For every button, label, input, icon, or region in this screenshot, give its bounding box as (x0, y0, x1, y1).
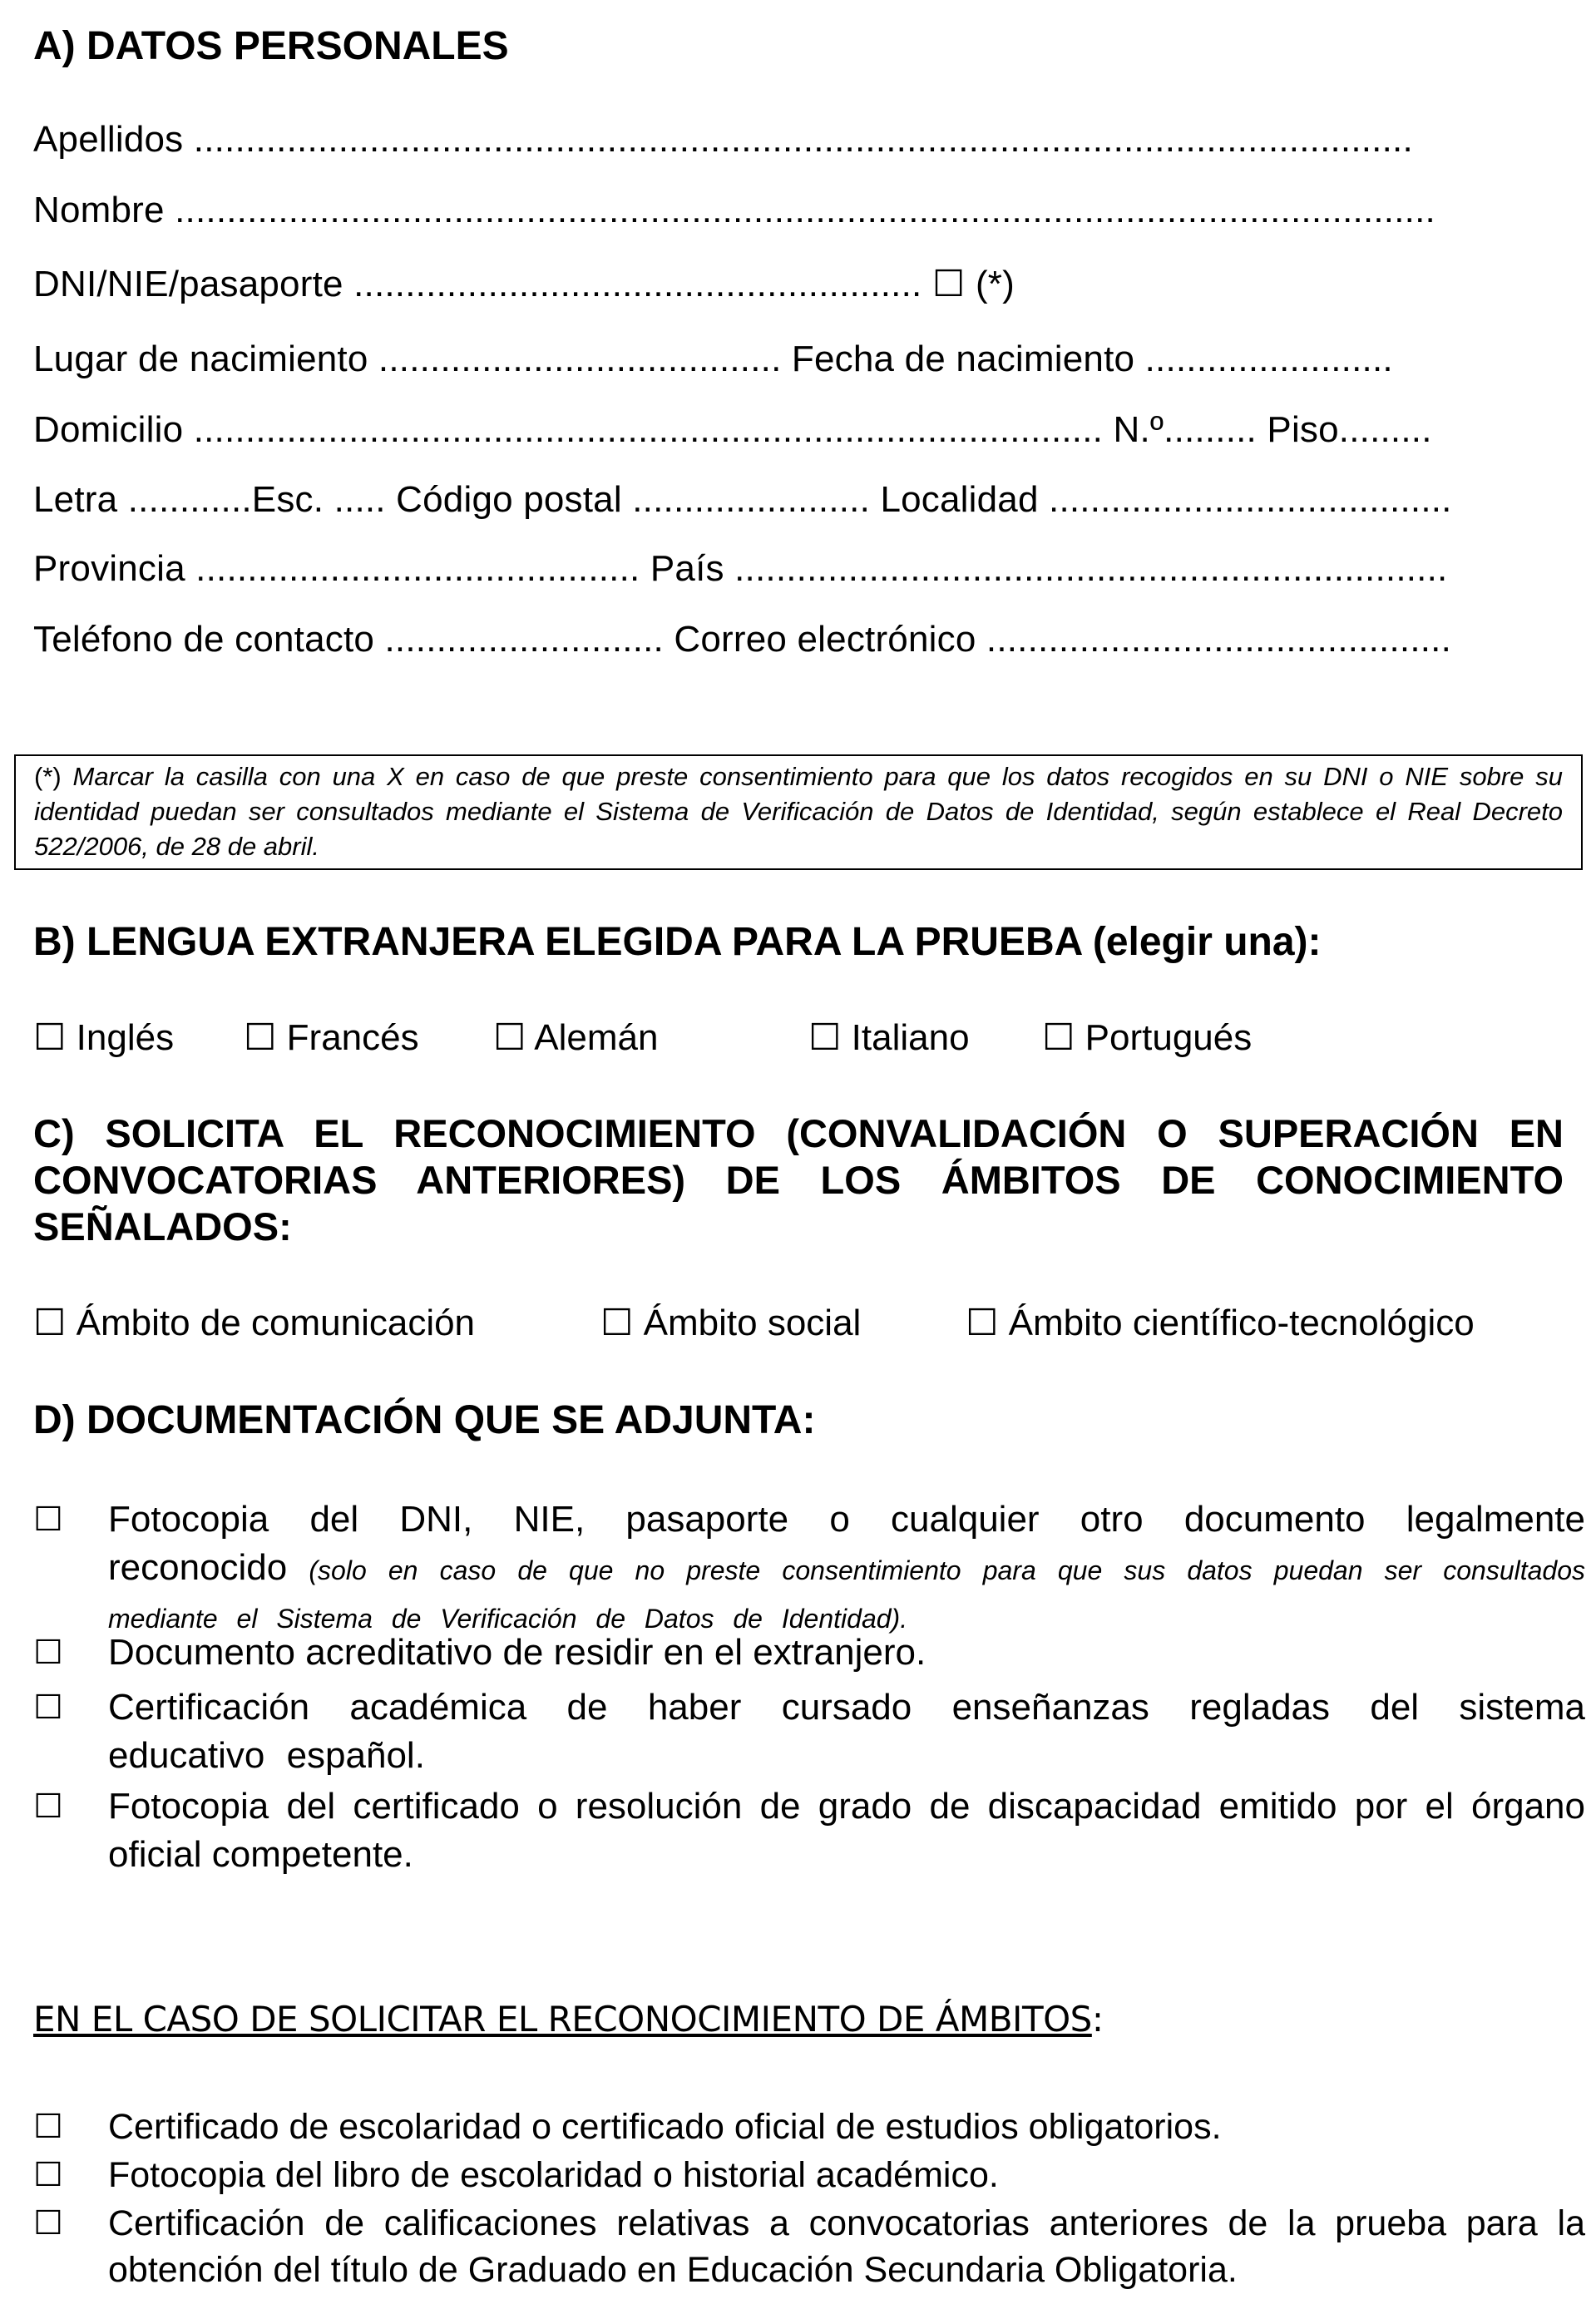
reconocimiento-subheading-colon: : (1091, 1999, 1104, 2040)
option-frances[interactable]: ☐ Francés (244, 1017, 419, 1058)
field-nombre[interactable]: Nombre .......................................................................................................................... (33, 190, 1435, 230)
reconocimiento-subheading-text: EN EL CASO DE SOLICITAR EL RECONOCIMIENTO DE ÁMBITOS (33, 1999, 1092, 2040)
option-italiano[interactable]: ☐ Italiano (808, 1017, 970, 1058)
field-apellidos[interactable]: Apellidos ...................................................................................................................... (33, 119, 1413, 160)
option-ambito-cientifico[interactable]: ☐ Ámbito científico-tecnológico (966, 1303, 1475, 1343)
consent-note-box (14, 754, 1583, 870)
note-text: Marcar la casilla con una X en caso de que preste consentimiento para que los datos recogidos en su DNI o NIE sobre su identidad puedan ser consultados mediante el Sistema de Verificación de Datos de Identidad, según establece el Real Decreto 522/2006, de 28 de abril. (34, 762, 1563, 861)
doc-item-dni-text: Fotocopia del DNI, NIE, pasaporte o cualquier otro documento legalmente reconocido (108, 1499, 1585, 1588)
doc-item-escolaridad (33, 2103, 1585, 2151)
doc-item-libro (33, 2151, 1585, 2199)
option-ingles[interactable]: ☐ Inglés (33, 1017, 175, 1058)
field-nacimiento[interactable]: Lugar de nacimiento ....................................... Fecha de nacimiento ........................ (33, 339, 1393, 379)
doc-item-escolaridad-text: Certificado de escolaridad o certificado oficial de estudios obligatorios. (108, 2107, 1222, 2147)
checkbox-libro[interactable]: ☐ (33, 2157, 63, 2193)
field-dni[interactable]: DNI/NIE/pasaporte ....................................................... ☐ (*) (33, 264, 1015, 304)
section-c-heading: C) SOLICITA EL RECONOCIMIENTO (CONVALIDACIÓN O SUPERACIÓN EN CONVOCATORIAS ANTERIORES) DE LOS ÁMBITOS DE CONOCIMIENTO SEÑALADOS: (33, 1111, 1564, 1248)
doc-item-calificaciones-text: Certificación de calificaciones relativas a convocatorias anteriores de la prueba para la obtención del título de Graduado en Educación Secundaria Obligatoria. (108, 2203, 1585, 2290)
section-a-heading: A) DATOS PERSONALES (33, 24, 509, 68)
doc-item-dni-note: (solo en caso de que no preste consentimiento para que sus datos puedan ser consultados mediante el Sistema de Verificación de Datos de Identidad). (108, 1555, 1585, 1634)
section-b-heading: B) LENGUA EXTRANJERA ELEGIDA PARA LA PRUEBA (elegir una): (33, 920, 1322, 964)
doc-item-calificaciones (33, 2200, 1585, 2293)
option-aleman[interactable]: ☐ Alemán (493, 1017, 659, 1058)
doc-item-residencia-text: Documento acreditativo de residir en el extranjero. (108, 1632, 926, 1673)
field-contacto[interactable]: Teléfono de contacto ........................... Correo electrónico ............................................. (33, 619, 1452, 660)
section-d-heading: D) DOCUMENTACIÓN QUE SE ADJUNTA: (33, 1398, 816, 1442)
option-ambito-social[interactable]: ☐ Ámbito social (600, 1303, 862, 1343)
checkbox-escolaridad[interactable]: ☐ (33, 2109, 63, 2145)
checkbox-residencia[interactable]: ☐ (33, 1634, 63, 1671)
doc-item-certificacion-text: Certificación académica de haber cursado enseñanzas regladas del sistema educativo español. (108, 1687, 1585, 1776)
checkbox-certificacion[interactable]: ☐ (33, 1689, 63, 1726)
option-portugues[interactable]: ☐ Portugués (1042, 1017, 1253, 1058)
checkbox-dni[interactable]: ☐ (33, 1501, 63, 1538)
doc-item-certificacion (33, 1684, 1585, 1780)
doc-item-libro-text: Fotocopia del libro de escolaridad o historial académico. (108, 2155, 999, 2195)
field-domicilio[interactable]: Domicilio ........................................................................................ N.º......... Piso......... (33, 409, 1432, 450)
doc-item-residencia (33, 1629, 1585, 1677)
field-direccion[interactable]: Letra ............Esc. ..... Código postal ....................... Localidad ....................................... (33, 479, 1452, 520)
note-marker: (*) (34, 762, 62, 791)
option-ambito-comunicacion[interactable]: ☐ Ámbito de comunicación (33, 1303, 476, 1343)
doc-item-dni (33, 1496, 1585, 1640)
field-provincia-pais[interactable]: Provincia ........................................... País ..................................................................... (33, 548, 1448, 589)
checkbox-discapacidad[interactable]: ☐ (33, 1788, 63, 1825)
doc-item-discapacidad-text: Fotocopia del certificado o resolución de grado de discapacidad emitido por el órgano oficial competente. (108, 1786, 1585, 1875)
doc-item-discapacidad (33, 1782, 1585, 1879)
checkbox-calificaciones[interactable]: ☐ (33, 2205, 63, 2242)
reconocimiento-subheading (33, 1999, 1103, 2040)
